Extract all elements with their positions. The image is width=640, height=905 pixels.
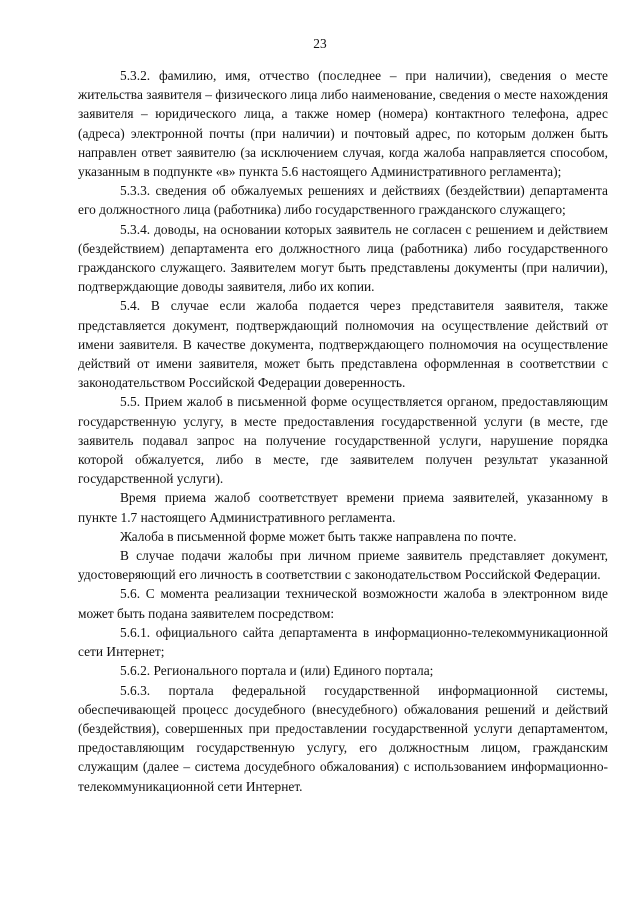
paragraph-reception-time: Время приема жалоб соответствует времени приема заявителей, указанному в пункте 1.7 настоящего Административного регламента. <box>78 490 608 525</box>
paragraph-5-3-4: 5.3.4. доводы, на основании которых заявитель не согласен с решением и действием (бездействием) департамента его должностного лица (работника) либо государственного гражданского служащего. Заявителем могут быть представлены документы (при наличии), подтверждающие доводы заявителя, либо их копии. <box>78 221 608 295</box>
paragraph-postal-complaint: Жалоба в письменной форме может быть также направлена по почте. <box>120 528 517 544</box>
paragraph-5-6-3: 5.6.3. портала федеральной государственной информационной системы, обеспечивающей процесс досудебного (внесудебного) обжалования решений и действий (бездействия), совершенных при предоставлении государственной услуги департаментом, предоставляющим государственную услугу, его должностным лицом, гражданским служащим (далее – система досудебного обжалования) с использованием информационно-телекоммуникационной сети Интернет. <box>78 682 608 794</box>
paragraph-5-6-1: 5.6.1. официального сайта департамента в информационно-телекоммуникационной сети Интернет; <box>78 624 608 660</box>
paragraph-5-6: 5.6. С момента реализации технической возможности жалоба в электронном виде может быть подана заявителем посредством: <box>78 586 608 621</box>
paragraph-5-4: 5.4. В случае если жалоба подается через представителя заявителя, также представляется документ, подтверждающий полномочия на осуществление действий от имени заявителя. В качестве документа, подтверждающего полномочия на осуществление действий от имени заявителя, может быть представлена оформленная в соответствии с законодательством Российской Федерации доверенность. <box>78 298 608 391</box>
paragraph-5-5: 5.5. Прием жалоб в письменной форме осуществляется органом, предоставляющим государственную услугу, в месте предоставления государственной услуги (в месте, где заявитель подавал запрос на получение государственной услуги, нарушение порядка которой обжалуется, либо в месте, где заявителем получен результат указанной государственной услуги). <box>78 394 608 487</box>
paragraph-5-6-2: 5.6.2. Регионального портала и (или) Единого портала; <box>120 663 434 679</box>
page-number: 23 <box>313 36 327 51</box>
paragraph-personal-reception: В случае подачи жалобы при личном приеме заявитель представляет документ, удостоверяющий его личность в соответствии с законодательством Российской Федерации. <box>78 548 608 583</box>
paragraph-5-3-2: 5.3.2. фамилию, имя, отчество (последнее – при наличии), сведения о месте жительства заявителя – физического лица либо наименование, сведения о месте нахождения заявителя – юридического лица, а также номер (номера) контактного телефона, адрес (адреса) электронной почты (при наличии) и почтовый адрес, по которым должен быть направлен ответ заявителю (за исключением случая, когда жалоба направляется способом, указанным в подпункте «в» пункта 5.6 настоящего Административного регламента); <box>78 68 608 180</box>
document-body <box>78 66 608 796</box>
paragraph-5-3-3: 5.3.3. сведения об обжалуемых решениях и действиях (бездействии) департамента его должностного лица (работника) либо государственного гражданского служащего; <box>78 183 608 218</box>
